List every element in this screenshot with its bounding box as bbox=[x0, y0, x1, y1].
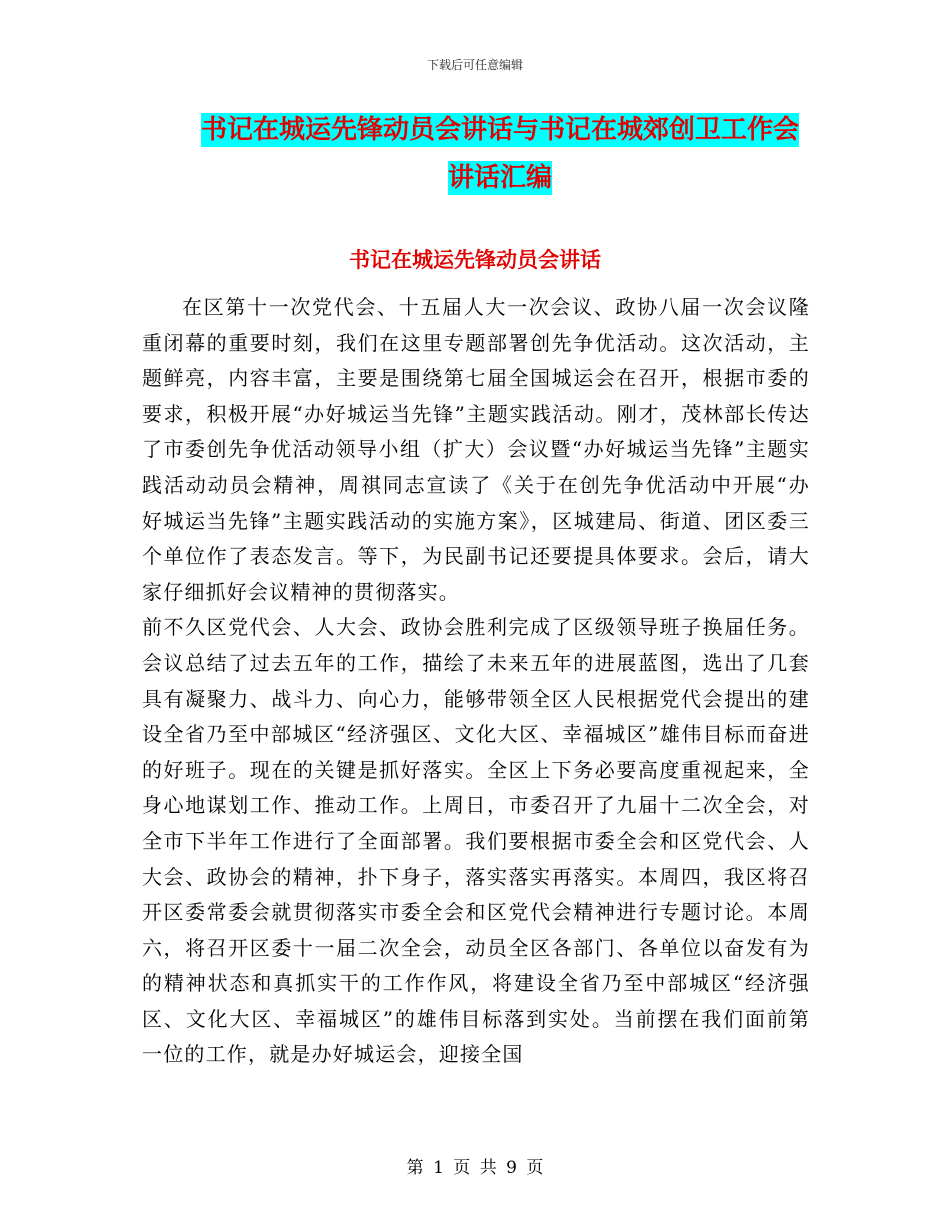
page-number-footer: 第 1 页 共 9 页 bbox=[406, 1158, 544, 1178]
body-paragraph-2: 前不久区党代会、人大会、政协会胜利完成了区级领导班子换届任务。会议总结了过去五年的工作，描绘了未来五年的进展蓝图，选出了几套具有凝聚力、战斗力、向心力，能够带领全区人民根据党代会提出的建设全省乃至中部城区“经济强区、文化大区、幸福城区”雄伟目标而奋进的好班子。现在的关键是抓好落实。全区上下务必要高度重视起来，全身心地谋划工作、推动工作。上周日，市委召开了九届十二次全会，对全市下半年工作进行了全面部署。我们要根据市委全会和区党代会、人大会、政协会的精神，扑下身子，落实落实再落实。本周四，我区将召开区委常委会就贯彻落实市委全会和区党代会精神进行专题讨论。本周六，将召开区委十一届二次全会，动员全区各部门、各单位以奋发有为的精神状态和真抓实干的工作作风，将建设全省乃至中部城区“经济强区、文化大区、幸福城区”的雄伟目标落到实处。当前摆在我们面前第一位的工作，就是办好城运会，迎接全国 bbox=[142, 615, 810, 1067]
section-title: 书记在城运先锋动员会讲话 bbox=[349, 248, 601, 272]
document-title-line-2: 讲话汇编 bbox=[447, 163, 552, 193]
document-title-line-1: 书记在城运先锋动员会讲话与书记在城郊创卫工作会 bbox=[200, 115, 799, 145]
document-title bbox=[140, 106, 860, 202]
body-paragraph-1: 在区第十一次党代会、十五届人大一次会议、政协八届一次会议隆重闭幕的重要时刻，我们在这里专题部署创先争优活动。这次活动，主题鲜亮，内容丰富，主要是围绕第七届全国城运会在召开，根据市委的要求，积极开展“办好城运当先锋”主题实践活动。刚才，茂林部长传达了市委创先争优活动领导小组（扩大）会议暨“办好城运当先锋”主题实践活动动员会精神，周祺同志宣读了《关于在创先争优活动中开展“办好城运当先锋”主题实践活动的实施方案》，区城建局、街道、团区委三个单位作了表态发言。等下，为民副书记还要提具体要求。会后，请大家仔细抓好会议精神的贯彻落实。 bbox=[142, 295, 810, 604]
page-header-note: 下载后可任意编辑 bbox=[426, 58, 523, 72]
document-body bbox=[142, 290, 810, 1073]
